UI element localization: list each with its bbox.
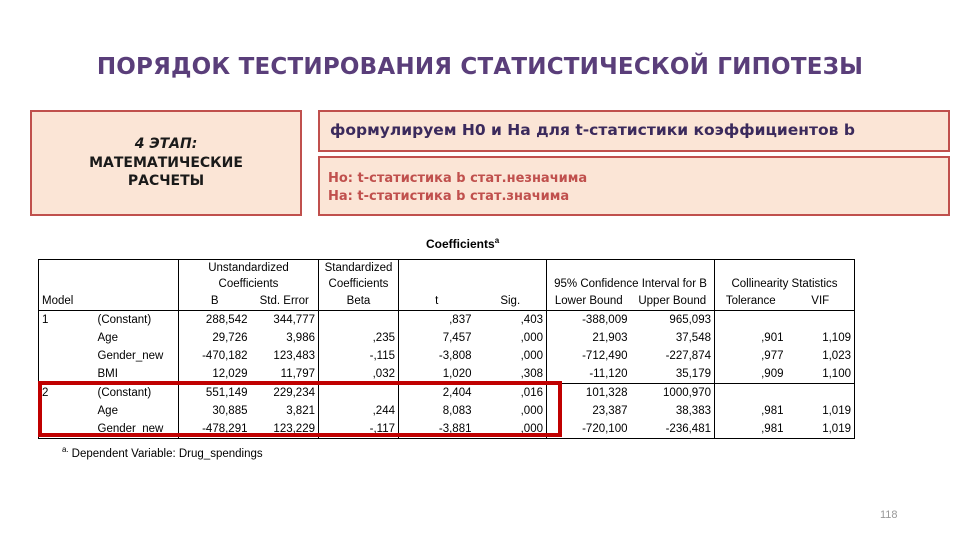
header-std-1: Standardized [319, 260, 399, 277]
cell-upper: 37,548 [675, 332, 711, 344]
cell-beta: -,117 [319, 420, 399, 439]
cell-t: 1,020 [399, 365, 475, 384]
cell-beta: -,115 [319, 347, 399, 365]
cell-se: 229,234 [273, 387, 315, 399]
cell-tol: ,981 [715, 402, 787, 420]
cell-tol: ,981 [715, 420, 787, 439]
cell-var: (Constant) [97, 387, 152, 399]
cell-vif: 1,019 [787, 402, 855, 420]
cell-se: 3,986 [286, 332, 315, 344]
header-model: Model [39, 292, 179, 311]
cell-model: 2 [39, 384, 95, 403]
cell-b: -478,291 [179, 420, 251, 439]
cell-se: 344,777 [273, 314, 315, 326]
cell-beta: ,032 [319, 365, 399, 384]
header-lower: Lower Bound [547, 292, 631, 311]
cell-sig: ,000 [520, 405, 543, 417]
cell-var: Age [97, 405, 118, 417]
cell-model [39, 329, 95, 347]
header-blank-t-2 [399, 276, 475, 292]
header-coll-blank [715, 260, 855, 277]
cell-t: -3,808 [399, 347, 475, 365]
header-ci: 95% Confidence Interval for B [547, 276, 715, 292]
cell-model: 1 [39, 311, 95, 330]
cell-upper: 38,383 [675, 405, 711, 417]
cell-upper: 965,093 [669, 314, 711, 326]
model-2-highlight-frame [38, 381, 562, 437]
cell-tol: ,909 [715, 365, 787, 384]
stage-box [30, 110, 302, 216]
header-ci-blank [547, 260, 715, 277]
cell-lower: 101,328 [547, 384, 631, 403]
header-unstd-1: Unstandardized [179, 260, 319, 277]
header-blank [39, 260, 179, 277]
header-b: B [179, 292, 251, 311]
footnote-marker: a. [62, 445, 69, 454]
cell-sig: ,000 [520, 350, 543, 362]
cell-tol: ,977 [715, 347, 787, 365]
cell-t: -3,881 [399, 420, 475, 439]
cell-t: ,837 [399, 311, 475, 330]
header-coll: Collinearity Statistics [715, 276, 855, 292]
table-row [39, 329, 855, 347]
header-sig: Sig. [475, 292, 547, 311]
cell-b: 551,149 [179, 384, 251, 403]
cell-tol [715, 311, 787, 330]
table-row [39, 311, 855, 330]
cell-se: 123,483 [273, 350, 315, 362]
cell-sig: ,308 [475, 365, 547, 384]
header-std-2: Coefficients [319, 276, 399, 292]
cell-vif: 1,109 [787, 329, 855, 347]
cell-vif: 1,100 [787, 365, 855, 384]
header-row-1 [39, 260, 855, 277]
cell-sig: ,000 [475, 420, 547, 439]
footnote-text: Dependent Variable: Drug_spendings [71, 447, 263, 460]
cell-b: 29,726 [179, 329, 251, 347]
header-se: Std. Error [251, 292, 319, 311]
cell-sig: ,000 [520, 332, 543, 344]
header-blank-sig [475, 260, 547, 277]
cell-lower: -388,009 [547, 311, 631, 330]
cell-beta: ,244 [319, 402, 399, 420]
cell-b: 288,542 [179, 311, 251, 330]
slide-title: ПОРЯДОК ТЕСТИРОВАНИЯ СТАТИСТИЧЕСКОЙ ГИПОТЕЗЫ [96, 54, 864, 80]
cell-beta [319, 311, 399, 330]
cell-var: Gender_new [97, 350, 164, 362]
cell-lower: -11,120 [547, 365, 631, 384]
cell-lower: -712,490 [547, 347, 631, 365]
header-blank-2 [39, 276, 179, 292]
header-tolerance: Tolerance [715, 292, 787, 311]
cell-vif: 1,019 [787, 420, 855, 439]
cell-vif: 1,023 [787, 347, 855, 365]
stage-number: 4 ЭТАП: [134, 135, 198, 152]
cell-se: 11,797 [251, 365, 319, 384]
hypothesis-heading: формулируем Н0 и На для t-статистики коэффициентов b [318, 110, 950, 152]
cell-sig: ,016 [520, 387, 543, 399]
cell-model [39, 347, 95, 365]
stage-name-line2: РАСЧЕТЫ [127, 173, 205, 190]
cell-upper: -236,481 [631, 420, 715, 439]
table-title-sup: a [494, 236, 500, 245]
cell-lower: 21,903 [547, 329, 631, 347]
header-upper: Upper Bound [631, 292, 715, 311]
null-hypothesis: Ho: t-статистика b стат.незначима [328, 171, 588, 186]
alt-hypothesis: Ha: t-статистика b стат.значима [328, 188, 570, 204]
header-row-3 [39, 292, 855, 311]
cell-t: 8,083 [399, 402, 475, 420]
cell-vif [787, 311, 855, 330]
cell-tol [715, 384, 787, 403]
table-title [426, 236, 499, 251]
cell-var: Gender_new [95, 420, 179, 439]
page-number: 118 [880, 509, 898, 521]
header-t: t [399, 292, 475, 311]
cell-var: Age [97, 332, 118, 344]
cell-b: 30,885 [179, 402, 251, 420]
cell-var: (Constant) [97, 314, 152, 326]
cell-b: 12,029 [179, 365, 251, 384]
table-title-text: Coefficients [426, 237, 495, 251]
cell-b: -470,182 [179, 347, 251, 365]
cell-beta: ,235 [319, 329, 399, 347]
header-beta: Beta [319, 292, 399, 311]
table-footnote [62, 445, 263, 460]
header-unstd-2: Coefficients [179, 276, 319, 292]
cell-se: 3,821 [286, 405, 315, 417]
cell-lower: -720,100 [547, 420, 631, 439]
cell-upper: 1000,970 [663, 387, 711, 399]
cell-se: 123,229 [251, 420, 319, 439]
header-blank-sig-2 [475, 276, 547, 292]
stage-name-line1: МАТЕМАТИЧЕСКИЕ [89, 154, 243, 171]
cell-upper: 35,179 [631, 365, 715, 384]
cell-t: 7,457 [399, 329, 475, 347]
header-blank-t [399, 260, 475, 277]
header-row-2 [39, 276, 855, 292]
cell-vif [787, 384, 855, 403]
cell-lower: 23,387 [547, 402, 631, 420]
cell-t: 2,404 [399, 384, 475, 403]
table-row [39, 347, 855, 365]
cell-var: BMI [95, 365, 179, 384]
cell-upper: -227,874 [665, 350, 711, 362]
cell-tol: ,901 [715, 329, 787, 347]
header-vif: VIF [787, 292, 855, 311]
hypotheses-box [318, 156, 950, 216]
cell-sig: ,403 [520, 314, 543, 326]
